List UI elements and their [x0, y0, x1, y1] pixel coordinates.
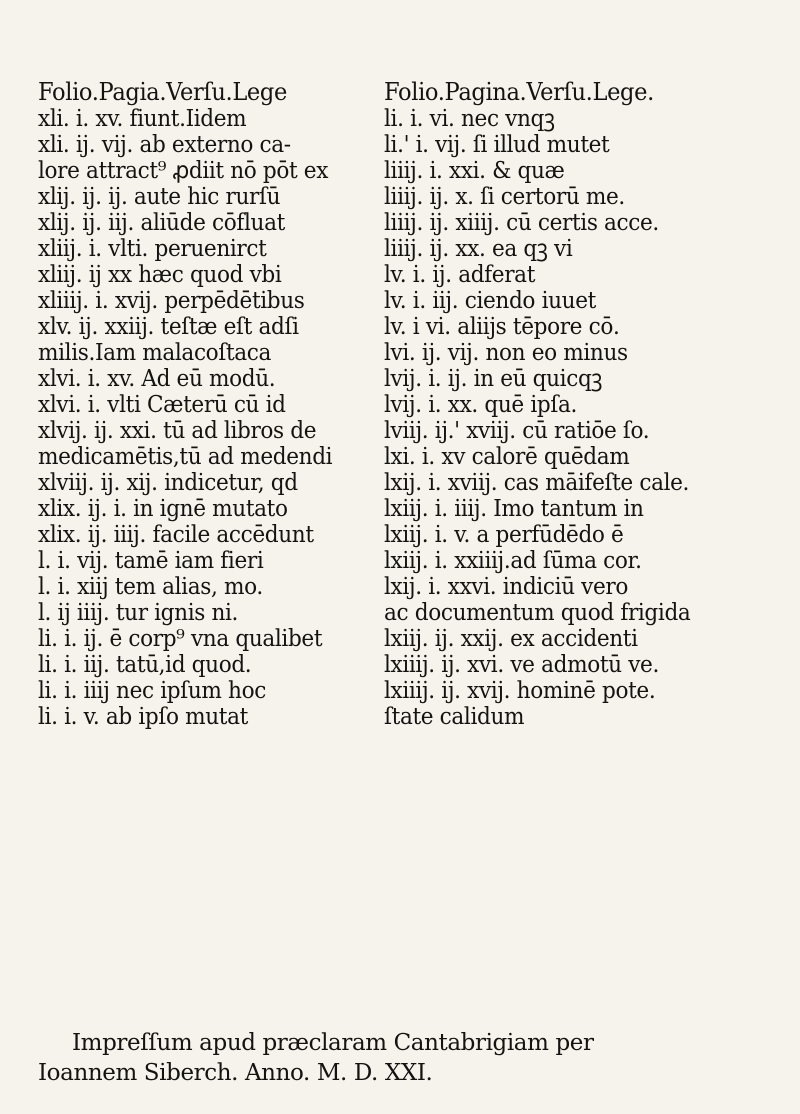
left-entry: l. i. xiij tem alias, mo. [38, 574, 263, 600]
right-entry: lxij. i. xviij. cas māifeſte cale. [384, 470, 690, 496]
right-entry: lxiij. ij. xxij. ex accidenti [384, 626, 638, 652]
left-entry: lore attract⁹ ꝓdiit nō pōt ex [38, 158, 329, 184]
left-entry: xlviij. ij. xij. indicetur, qd [38, 470, 298, 496]
colophon [38, 1028, 778, 1088]
left-entry: xliij. ij xx hæc quod vbi [38, 262, 282, 288]
left-entry: xlvi. i. vlti Cæterū cū id [38, 392, 286, 418]
right-entry: lxiij. i. xxiiij.ad ſūma cor. [384, 548, 642, 574]
left-entry: xlvij. ij. xxi. tū ad libros de [38, 418, 317, 444]
left-entry: li. i. v. ab ipſo mutat [38, 704, 248, 730]
right-entry: lvij. i. xx. quē ipſa. [384, 392, 577, 418]
left-entry: xlij. ij. ij. aute hic rurſū [38, 184, 281, 210]
right-entry: lvij. i. ij. in eū quicqꝫ [384, 366, 603, 392]
left-entry: li. i. iij. tatū,id quod. [38, 652, 252, 678]
right-entry: lv. i vi. aliijs tēpore cō. [384, 314, 620, 340]
left-entry: xli. i. xv. fiunt.Iidem [38, 106, 247, 132]
right-entry: lxij. i. xxvi. indiciū vero [384, 574, 629, 600]
left-entry: xlix. ij. i. in ignē mutato [38, 496, 288, 522]
left-entry: xliij. i. vlti. peruenirct [38, 236, 267, 262]
right-entry: liiij. ij. xiiij. cū certis acce. [384, 210, 659, 236]
left-entry: xlix. ij. iiij. facile accēdunt [38, 522, 314, 548]
left-entry: xlij. ij. iij. aliūde cōfluat [38, 210, 285, 236]
right-entry: liiij. ij. x. ſi certorū me. [384, 184, 625, 210]
left-column [38, 78, 388, 730]
left-entry: xlv. ij. xxiij. teſtæ eſt adſi [38, 314, 299, 340]
right-entry: lv. i. iij. ciendo iuuet [384, 288, 596, 314]
right-entry: lxiij. i. v. a perfūdēdo ē [384, 522, 624, 548]
left-entry: li. i. ij. ē corp⁹ vna qualibet [38, 626, 323, 652]
right-entry: ſtate calidum [384, 704, 525, 730]
colophon-line-2: Ioannem Siberch. Anno. M. D. XXI. [38, 1060, 433, 1086]
left-entry: xlvi. i. xv. Ad eū modū. [38, 366, 276, 392]
right-entry: li. i. vi. nec vnqꝫ [384, 106, 555, 132]
left-column-header: Folio.Pagia.Verſu.Lege [38, 78, 287, 106]
right-entry: lviij. ij.' xviij. cū ratiōe ſo. [384, 418, 650, 444]
right-entry: lxiij. i. iiij. Imo tantum in [384, 496, 644, 522]
left-entry: xli. ij. vij. ab externo ca- [38, 132, 291, 158]
left-entry: l. ij iiij. tur ignis ni. [38, 600, 239, 626]
right-entry: lxiiij. ij. xvij. hominē pote. [384, 678, 656, 704]
colophon-line-1: Impreſſum apud præclaram Cantabrigiam per [72, 1030, 594, 1056]
right-entry: liiij. ij. xx. ea qꝫ vi [384, 236, 573, 262]
right-entry: ac documentum quod frigida [384, 600, 691, 626]
left-entry: l. i. vij. tamē iam fieri [38, 548, 264, 574]
right-column [384, 78, 784, 730]
left-entry: medicamētis,tū ad medendi [38, 444, 333, 470]
right-entry: lv. i. ij. adferat [384, 262, 536, 288]
right-column-header: Folio.Pagina.Verſu.Lege. [384, 78, 654, 106]
right-entry: liiij. i. xxi. & quæ [384, 158, 565, 184]
right-entry: lxiiij. ij. xvi. ve admotū ve. [384, 652, 659, 678]
left-entry: xliiij. i. xvij. perpēdētibus [38, 288, 305, 314]
right-entry: lxi. i. xv calorē quēdam [384, 444, 630, 470]
right-entry: lvi. ij. vij. non eo minus [384, 340, 628, 366]
left-entry: milis.Iam malacoſtaca [38, 340, 272, 366]
right-entry: li.' i. vij. ſi illud mutet [384, 132, 610, 158]
left-entry: li. i. iiij nec ipſum hoc [38, 678, 266, 704]
